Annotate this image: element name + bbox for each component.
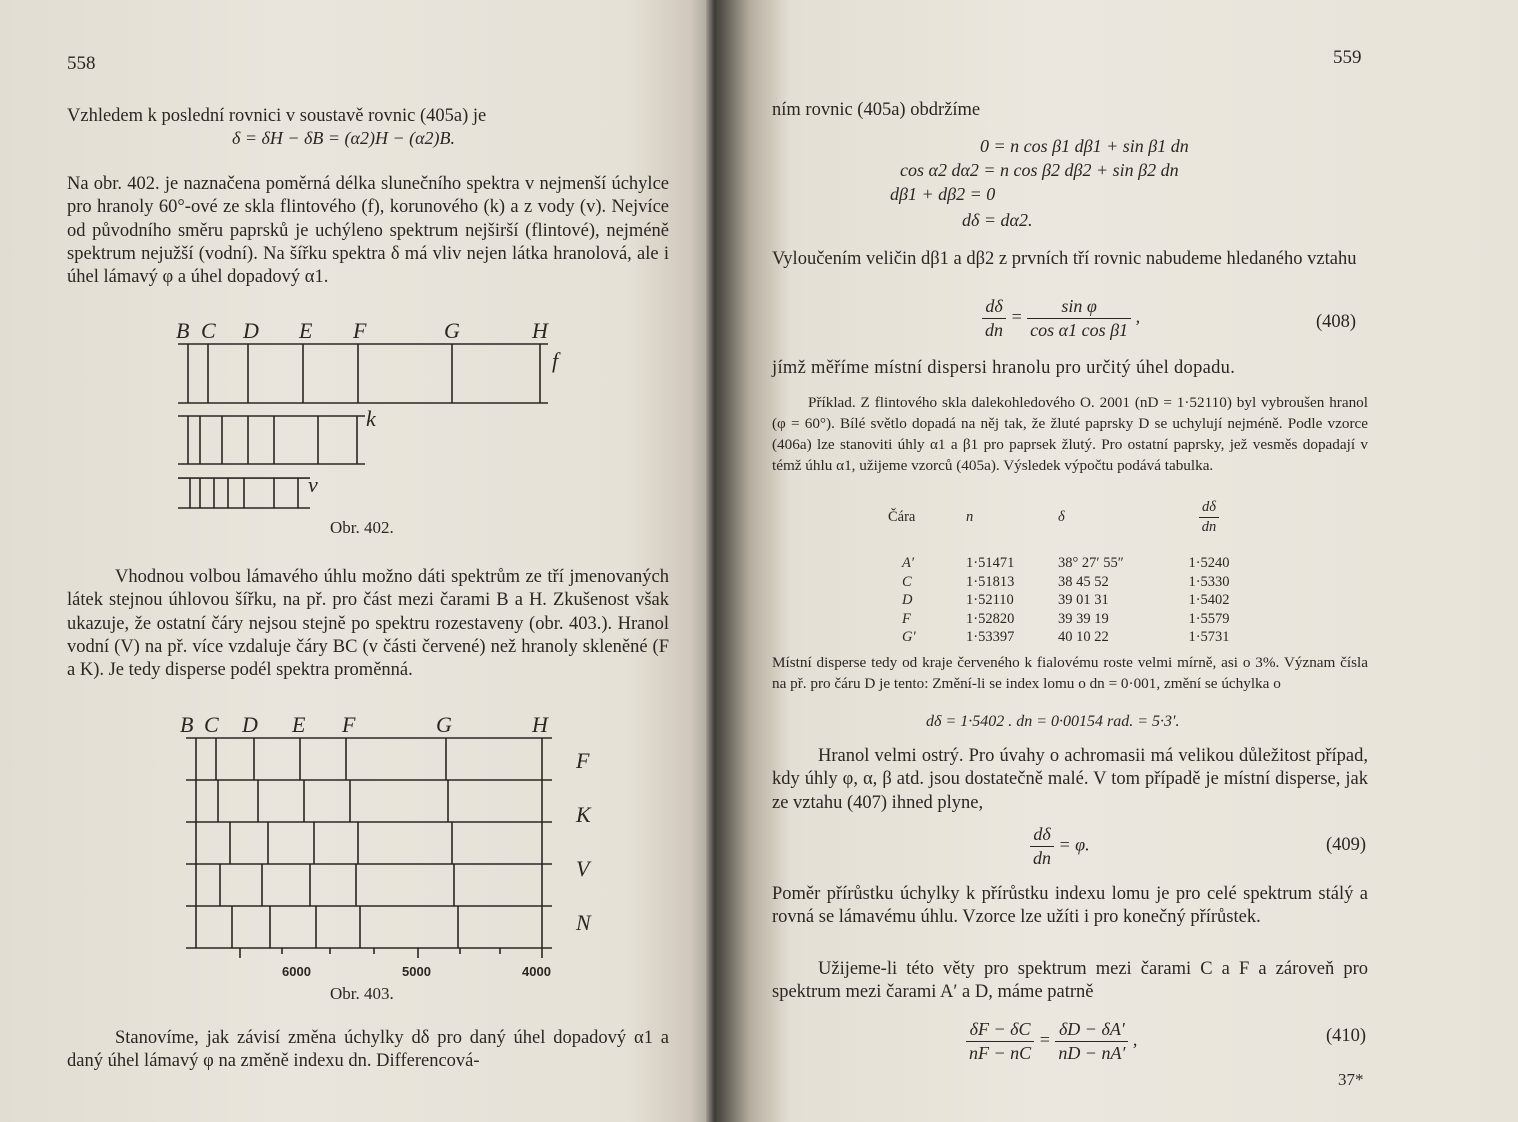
left-para-4: Stanovíme, jak závisí změna úchylky dδ pro daný úhel dopadový α1 a daný úhel lámavý φ na změně indexu dn. Differencová-	[67, 1028, 669, 1072]
fig402-label-crown: k	[366, 406, 376, 431]
fig402-label-g: G	[444, 318, 460, 343]
page-number-left: 558	[67, 53, 96, 74]
right-para-7: Užijeme-li této věty pro spektrum mezi čarami C a F a zároveň pro spektrum mezi čarami A′ a D, máme patrně	[772, 959, 1368, 1003]
fig403-caption: Obr. 403.	[330, 984, 394, 1003]
eq409-tag: (409)	[1326, 835, 1367, 855]
fig403-label-n: N	[576, 910, 591, 935]
right-page	[718, 0, 1518, 1122]
eq408-num-left: dδ	[982, 296, 1006, 319]
fig402-label-flint: f	[552, 348, 559, 373]
fig403-scale-4000: 4000	[522, 964, 551, 979]
equation-408: $\frac{d\delta}{dn}$ = $\frac{\text{sin φ}}{\text{cos α1 cos β1}}$ ,	[982, 296, 1140, 341]
table-cell-line: G′	[902, 629, 916, 646]
fig403-scale-5000: 5000	[402, 964, 431, 979]
fig403-label-b: B	[180, 712, 194, 737]
eq409-rhs: = φ.	[1058, 834, 1090, 855]
results-table	[888, 498, 1248, 647]
table-header-derivative-den: dn	[1201, 518, 1217, 535]
fig403-label-crown: K	[576, 802, 591, 827]
example-paragraph: Příklad. Z flintového skla dalekohledového O. 2001 (nD = 1·52110) byl vybroušen hranol (φ = 60°). Bílé světlo dopadá na něj tak, že žluté paprsky D se uchylují nejméně. Podle vzorce (406a) lze stanoviti úhly α1 a β1 pro paprsek žlutý. Pro ostatní paprsky, jež vesměs dopadají v témž úhlu α1, užijeme vzorců (405a). Výsledek výpočtu podává tabulka.	[772, 394, 1368, 474]
table-cell-line: A′	[902, 555, 915, 572]
table-header-row	[888, 498, 1248, 536]
right-para-5: Hranol velmi ostrý. Pro úvahy o achromasii má velikou důležitost případ, kdy úhly φ, α, β atd. jsou dostatečně malé. V tom případě je místní disperse, jak ze vztahu (407) ihned plyne,	[772, 746, 1368, 813]
fig403-label-d: D	[242, 712, 258, 737]
left-para-2: Na obr. 402. je naznačena poměrná délka slunečního spektra v nejmenší úchylce pro hranoly 60°-ové ze skla flintového (f), korunového (k) a z vody (v). Nejvíce od původního směru paprsků je uchýleno spektrum nejširší (flintové), nejméně spektrum nejužší (vodní). Na šířku spektra δ má vliv nejen látka hranolová, ale i úhel lámavý φ a úhel dopadový α1.	[67, 174, 669, 288]
table-cell-n: 1·51813	[966, 573, 1015, 590]
table-cell-n: 1·52820	[966, 610, 1015, 627]
eq409-num: dδ	[1030, 824, 1054, 847]
fig402-caption: Obr. 402.	[330, 518, 394, 537]
table-cell-dispersion: 1·5731	[1188, 629, 1230, 646]
eq410-den-left: nF − nC	[969, 1043, 1032, 1063]
table-cell-n: 1·51471	[966, 555, 1015, 572]
system-eq-4: dδ = dα2.	[962, 210, 1033, 230]
fig403-label-c: C	[204, 712, 219, 737]
table-cell-dispersion: 1·5330	[1188, 573, 1230, 590]
eq408-den-right: cos α1 cos β1	[1030, 320, 1129, 340]
table-cell-line: C	[902, 573, 912, 590]
table-cell-dispersion: 1·5240	[1188, 555, 1230, 572]
fig402-label-c: C	[201, 318, 216, 343]
table-header-derivative-num: dδ	[1199, 499, 1220, 518]
equation-409	[1030, 824, 1090, 869]
fig403-label-flint: F	[576, 748, 590, 773]
eq408-tag: (408)	[1316, 312, 1357, 332]
table-header-line: Čára	[888, 508, 916, 525]
table-cell-delta: 38° 27′ 55″	[1058, 555, 1124, 572]
table-cell-line: F	[902, 610, 911, 627]
system-eq-1: 0 = n cos β1 dβ1 + sin β1 dn	[980, 136, 1189, 156]
fig402-label-d: D	[243, 318, 259, 343]
right-para-4: Místní disperse tedy od kraje červeného k fialovému roste velmi mírně, asi o 3%. Význam čísla na př. pro čáru D je tento: Změní-li se index lomu o dn = 0·001, změní se úchylka o	[772, 654, 1368, 692]
fig403-scale-6000: 6000	[282, 964, 311, 979]
left-page	[0, 0, 712, 1122]
figure-403	[170, 712, 610, 1012]
table-row	[888, 629, 1248, 648]
table-row	[888, 555, 1248, 574]
table-cell-delta: 39 39 19	[1058, 610, 1109, 627]
fig402-label-e: E	[299, 318, 313, 343]
equation-small: dδ = 1·5402 . dn = 0·00154 rad. = 5·3′.	[926, 713, 1180, 730]
eq408-den-left: dn	[985, 320, 1003, 340]
system-eq-2: cos α2 dα2 = n cos β2 dβ2 + sin β2 dn	[900, 160, 1179, 180]
figure-402	[170, 318, 590, 558]
table-cell-n: 1·52110	[966, 592, 1014, 609]
fig403-label-water: V	[576, 856, 590, 881]
eq410-den-right: nD − nA′	[1058, 1043, 1126, 1063]
fig402-spectra	[170, 340, 590, 500]
fig403-spectra	[170, 736, 610, 966]
signature-mark: 37*	[1338, 1070, 1364, 1089]
table-cell-dispersion: 1·5402	[1188, 592, 1230, 609]
eq410-num-right: δD − δA′	[1055, 1019, 1128, 1042]
fig403-label-e: E	[292, 712, 306, 737]
fig402-label-f: F	[353, 318, 367, 343]
eq408-num-right: sin φ	[1027, 296, 1131, 319]
table-header-delta: δ	[1058, 508, 1065, 525]
fig403-label-f: F	[342, 712, 356, 737]
table-cell-line: D	[902, 592, 913, 609]
fig402-label-water: v	[308, 472, 318, 497]
fig403-label-g: G	[436, 712, 452, 737]
fig402-label-h: H	[532, 318, 548, 343]
right-para-3: jímž měříme místní dispersi hranolu pro určitý úhel dopadu.	[772, 358, 1236, 378]
table-cell-delta: 38 45 52	[1058, 573, 1109, 590]
table-header-derivative	[1170, 498, 1248, 536]
eq410-num-left: δF − δC	[966, 1019, 1034, 1042]
eq409-den: dn	[1033, 848, 1051, 868]
table-cell-delta: 40 10 22	[1058, 629, 1109, 646]
right-para-6: Poměr přírůstku úchylky k přírůstku indexu lomu je pro celé spektrum stálý a rovná se lámavému úhlu. Vzorce lze užíti i pro konečný přírůstek.	[772, 884, 1368, 928]
left-para-1: Vzhledem k poslední rovnici v soustavě rovnic (405a) je	[67, 106, 487, 126]
left-equation-1: δ = δH − δB = (α2)H − (α2)B.	[232, 128, 456, 148]
table-row	[888, 610, 1248, 629]
equation-410: $\frac{\delta F - \delta C}{nF - nC}$ = $\frac{\delta D - \delta A'}{nD - nA'}$ ,	[966, 1019, 1137, 1064]
fig402-water-spectrum	[170, 478, 370, 518]
eq410-tag: (410)	[1326, 1026, 1367, 1046]
table-row	[888, 592, 1248, 611]
fig402-label-b: B	[176, 318, 190, 343]
table-cell-n: 1·53397	[966, 629, 1015, 646]
page-number-right: 559	[1333, 47, 1362, 68]
right-para-2: Vyloučením veličin dβ1 a dβ2 z prvních tří rovnic nabudeme hledaného vztahu	[772, 249, 1357, 269]
system-eq-3: dβ1 + dβ2 = 0	[890, 184, 996, 204]
table-cell-dispersion: 1·5579	[1188, 610, 1230, 627]
fig403-label-h: H	[532, 712, 548, 737]
table-row	[888, 573, 1248, 592]
table-cell-delta: 39 01 31	[1058, 592, 1109, 609]
table-header-n: n	[966, 508, 974, 525]
right-line-1: ním rovnic (405a) obdržíme	[772, 100, 981, 120]
left-para-3: Vhodnou volbou lámavého úhlu možno dáti spektrům ze tří jmenovaných látek stejnou úhlovou šířku, na př. pro část mezi čarami B a H. Zkušenost však ukazuje, že ostatní čáry nejsou stejně po spektru rozestaveny (obr. 403.). Hranol vodní (V) na př. více vzdaluje čáry BC (v části červené) než hranoly skleněné (F a K). Je tedy disperse podél spektra proměnná.	[67, 567, 669, 681]
